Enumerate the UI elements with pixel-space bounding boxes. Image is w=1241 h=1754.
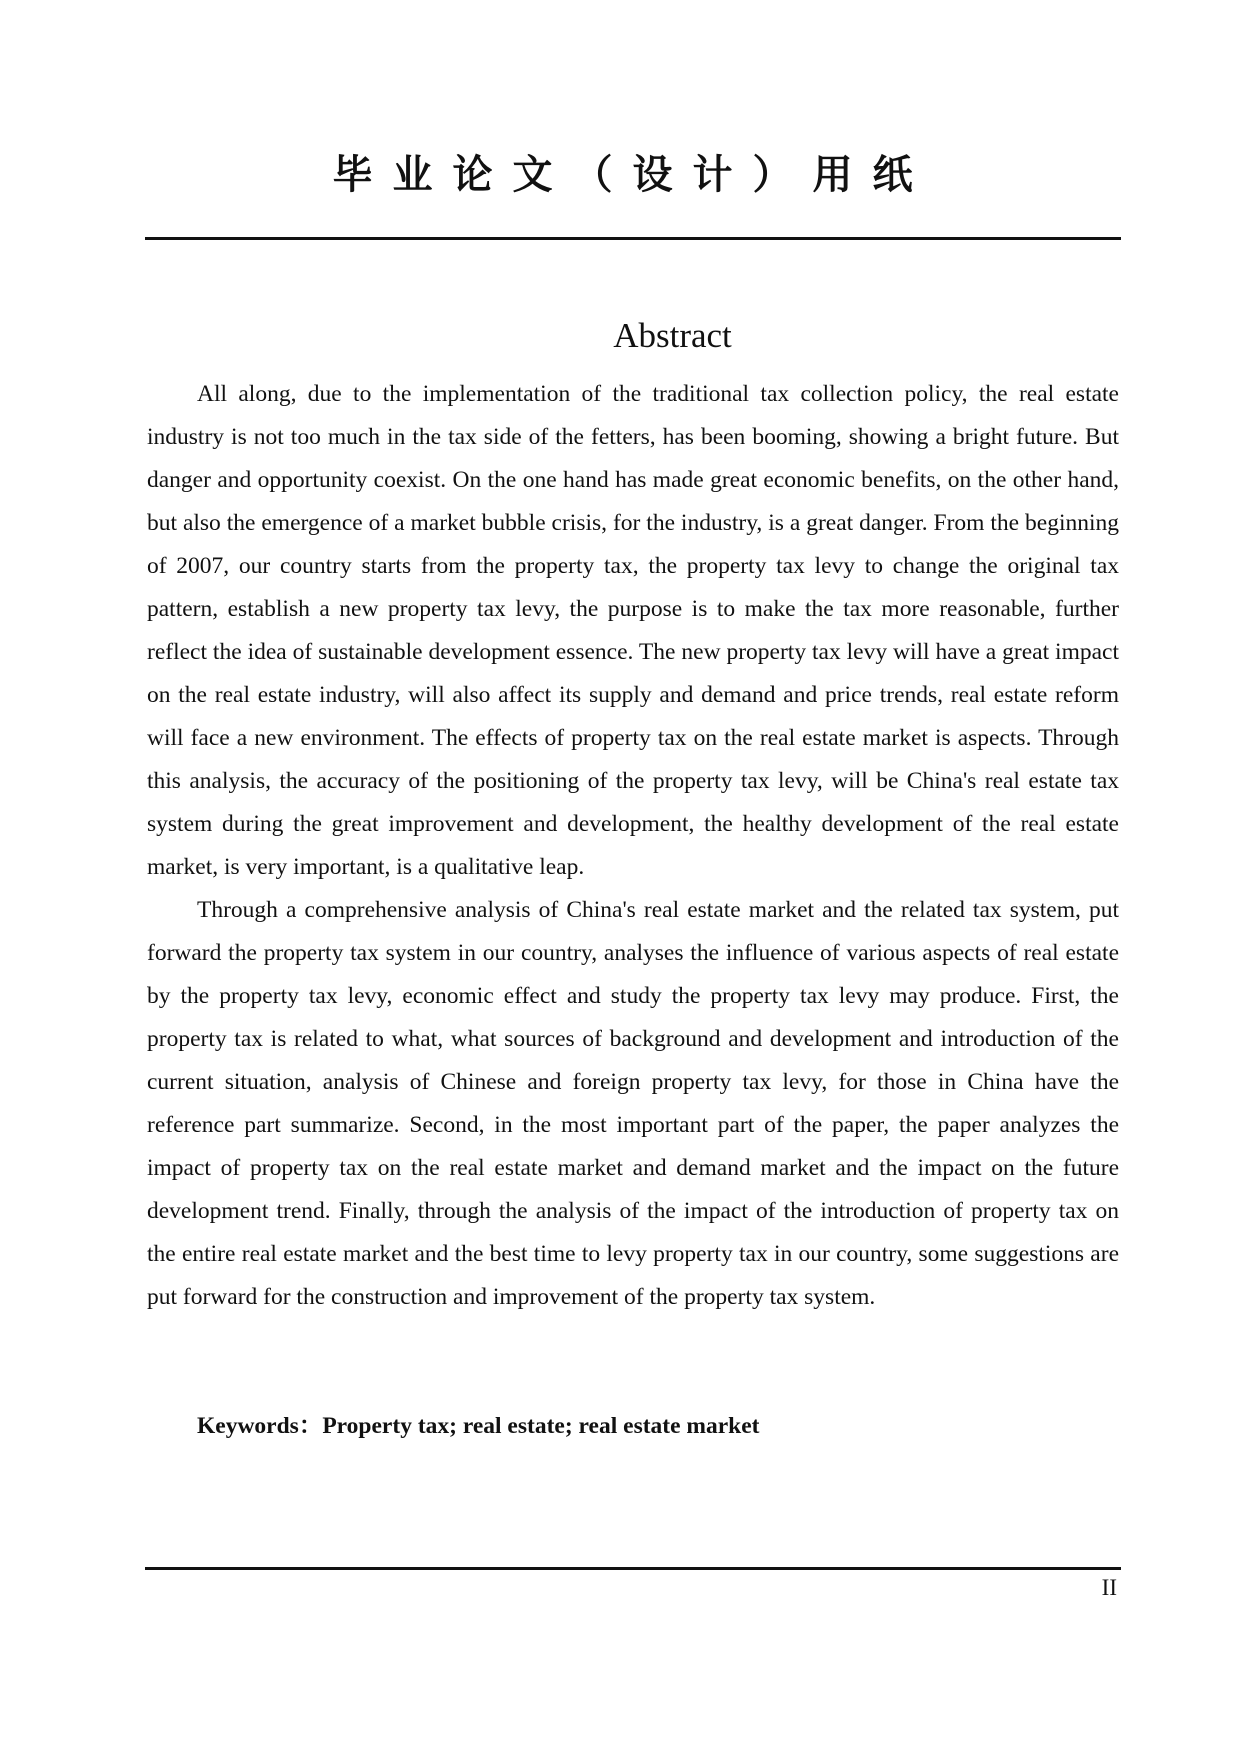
abstract-body [147,373,1119,1319]
page-header-title: 毕业论文（设计）用纸 [332,152,933,198]
abstract-paragraph-1: All along, due to the implementation of the traditional tax collection policy, the real estate industry is not too much in the tax side of the fetters, has been booming, showing a bright future. But danger and opportunity coexist. On the one hand has made great economic benefits, on the other hand, but also the emergence of a market bubble crisis, for the industry, is a great danger. From the beginning of 2007, our country starts from the property tax, the property tax levy to change the original tax pattern, establish a new property tax levy, the purpose is to make the tax more reasonable, further reflect the idea of sustainable development essence. The new property tax levy will have a great impact on the real estate industry, will also affect its supply and demand and price trends, real estate reform will face a new environment. The effects of property tax on the real estate market is aspects. Through this analysis, the accuracy of the positioning of the property tax levy, will be China's real estate tax system during the great improvement and development, the healthy development of the real estate market, is very important, is a qualitative leap. [147,381,1119,880]
footer-rule [145,1567,1121,1570]
keywords: Keywords：Property tax; real estate; real estate market [197,1413,760,1439]
page-number: II [1101,1575,1117,1600]
abstract-paragraph-2: Through a comprehensive analysis of China's real estate market and the related tax system, put forward the property tax system in our country, analyses the influence of various aspects of real estate by the property tax levy, economic effect and study the property tax levy may produce. First, the property tax is related to what, what sources of background and development and introduction of the current situation, analysis of Chinese and foreign property tax levy, for those in China have the reference part summarize. Second, in the most important part of the paper, the paper analyzes the impact of property tax on the real estate market and demand market and the impact on the future development trend. Finally, through the analysis of the impact of the introduction of property tax on the entire real estate market and the best time to levy property tax in our country, some suggestions are put forward for the construction and improvement of the property tax system. [147,897,1119,1310]
abstract-title: Abstract [613,316,732,355]
header-rule [145,237,1121,240]
